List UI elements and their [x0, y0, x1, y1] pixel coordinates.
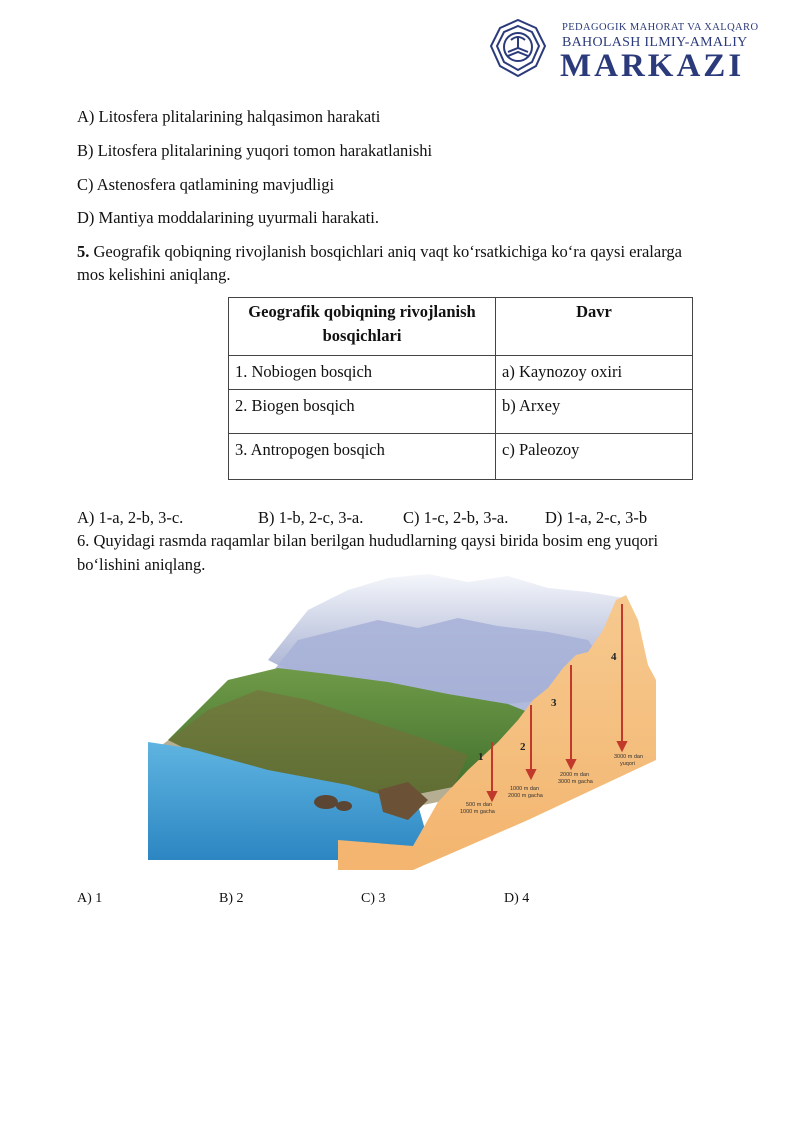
- stage-cell: 3. Antropogen bosqich: [229, 434, 496, 480]
- label-1-line2: 1000 m gacha: [460, 809, 495, 815]
- stage-cell: 1. Nobiogen bosqich: [229, 356, 496, 390]
- org-name-line1: PEDAGOGIK MAHORAT VA XALQARO: [562, 22, 759, 33]
- org-name-line3: MARKAZI: [560, 48, 745, 84]
- label-2-line1: 1000 m dan: [510, 786, 540, 792]
- q4-option-c[interactable]: C) Astenosfera qatlamining mavjudligi: [77, 175, 335, 194]
- table-header-row: [229, 298, 693, 356]
- table-row: [229, 390, 693, 434]
- q5-number: 5.: [77, 242, 90, 261]
- q5-option-c[interactable]: C) 1-c, 2-b, 3-a.: [403, 508, 509, 527]
- marker-4: 4: [611, 651, 617, 663]
- center-emblem-logo: [487, 18, 549, 84]
- header-period: Davr: [496, 298, 693, 356]
- label-4-line1: 3000 m dan: [614, 754, 644, 760]
- header-stages: [229, 298, 496, 356]
- table-row: [229, 356, 693, 390]
- mountain-cross-section-figure: [148, 570, 660, 876]
- q6-question-line1: 6. Quyidagi rasmda raqamlar bilan berilgan hududlarning qaysi birida bosim eng yuqori: [77, 531, 659, 550]
- q4-option-d[interactable]: D) Mantiya moddalarining uyurmali harakati.: [77, 208, 379, 227]
- table-row: [229, 434, 693, 480]
- q4-option-a[interactable]: A) Litosfera plitalarining halqasimon harakati: [77, 107, 381, 126]
- q5-question-line1: [77, 241, 682, 263]
- stage-cell: 2. Biogen bosqich: [229, 390, 496, 434]
- q6-option-a[interactable]: A) 1: [77, 891, 103, 906]
- header-stages-line1: Geografik qobiqning rivojlanish: [248, 302, 476, 321]
- rock: [314, 795, 338, 809]
- q4-option-b[interactable]: B) Litosfera plitalarining yuqori tomon harakatlanishi: [77, 141, 433, 160]
- q6-question-line2: bo‘lishini aniqlang.: [77, 555, 206, 574]
- q5-option-a[interactable]: A) 1-a, 2-b, 3-c.: [77, 508, 184, 527]
- label-2-line2: 2000 m gacha: [508, 793, 543, 799]
- period-cell: b) Arxey: [496, 390, 693, 434]
- q6-option-c[interactable]: C) 3: [361, 891, 386, 906]
- label-1-line1: 500 m dan: [466, 802, 492, 808]
- label-3-line2: 3000 m gacha: [558, 779, 593, 785]
- q6-option-b[interactable]: B) 2: [219, 891, 244, 906]
- q5-text: Geografik qobiqning rivojlanish bosqichlari aniq vaqt ko‘rsatkichiga ko‘ra qaysi eralarga: [89, 242, 682, 261]
- label-4-line2: yuqori: [620, 761, 635, 767]
- header-stages-line2: bosqichlari: [322, 326, 402, 345]
- label-3-line1: 2000 m dan: [560, 772, 590, 778]
- q6-option-d[interactable]: D) 4: [504, 891, 530, 906]
- marker-1: 1: [478, 751, 484, 763]
- q5-option-d[interactable]: D) 1-a, 2-c, 3-b: [545, 508, 648, 527]
- org-name-line2: BAHOLASH ILMIY-AMALIY: [562, 35, 748, 50]
- q5-question-line2: mos kelishini aniqlang.: [77, 265, 231, 284]
- q5-matching-table: [228, 297, 693, 480]
- period-cell: c) Paleozoy: [496, 434, 693, 480]
- marker-3: 3: [551, 697, 557, 709]
- marker-2: 2: [520, 741, 526, 753]
- period-cell: a) Kaynozoy oxiri: [496, 356, 693, 390]
- q5-option-b[interactable]: B) 1-b, 2-c, 3-a.: [258, 508, 364, 527]
- rock: [336, 801, 352, 811]
